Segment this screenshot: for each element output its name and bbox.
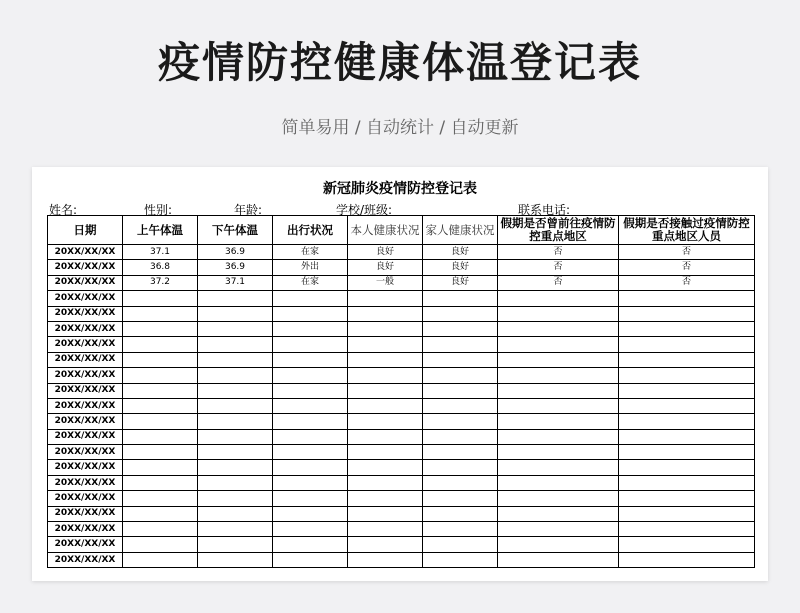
visited-key-area-cell: 否 [498, 245, 619, 260]
contacted-key-area-cell [619, 460, 755, 475]
pm-temp-cell [198, 429, 273, 444]
pm-temp-cell [198, 398, 273, 413]
table-row [48, 475, 755, 490]
travel-status-cell [273, 337, 348, 352]
table-row [48, 522, 755, 537]
travel-status-cell [273, 383, 348, 398]
am-temp-cell [123, 414, 198, 429]
visited-key-area-cell [498, 537, 619, 552]
table-row [48, 275, 755, 290]
table-row [48, 260, 755, 275]
visited-key-area-cell [498, 291, 619, 306]
pm-temp-cell [198, 491, 273, 506]
am-temp-cell [123, 398, 198, 413]
family-health-cell [423, 491, 498, 506]
pm-temp-cell [198, 522, 273, 537]
visited-key-area-cell [498, 352, 619, 367]
table-row [48, 337, 755, 352]
pm-temp-cell [198, 537, 273, 552]
family-health-cell [423, 398, 498, 413]
self-health-cell [348, 429, 423, 444]
visited-key-area-cell [498, 398, 619, 413]
registration-sheet [32, 167, 768, 581]
pm-temp-cell [198, 506, 273, 521]
pm-temp-cell [198, 460, 273, 475]
contacted-key-area-cell [619, 368, 755, 383]
visited-key-area-cell [498, 368, 619, 383]
family-health-cell [423, 383, 498, 398]
date-cell: 20XX/XX/XX [48, 445, 123, 460]
date-cell: 20XX/XX/XX [48, 291, 123, 306]
table-row [48, 552, 755, 567]
pm-temp-cell [198, 383, 273, 398]
date-cell: 20XX/XX/XX [48, 398, 123, 413]
am-temp-cell: 37.2 [123, 275, 198, 290]
visited-key-area-cell [498, 460, 619, 475]
travel-status-cell: 在家 [273, 245, 348, 260]
column-header-travel-status: 出行状况 [273, 216, 348, 245]
date-cell: 20XX/XX/XX [48, 429, 123, 444]
visited-key-area-cell [498, 321, 619, 336]
age-label: 年龄: [234, 203, 263, 217]
date-cell: 20XX/XX/XX [48, 245, 123, 260]
visited-key-area-cell [498, 429, 619, 444]
pm-temp-cell [198, 306, 273, 321]
visited-key-area-cell [498, 306, 619, 321]
family-health-cell [423, 337, 498, 352]
name-label: 姓名: [49, 203, 78, 217]
visited-key-area-cell [498, 506, 619, 521]
date-cell: 20XX/XX/XX [48, 460, 123, 475]
am-temp-cell [123, 460, 198, 475]
date-cell: 20XX/XX/XX [48, 337, 123, 352]
family-health-cell [423, 414, 498, 429]
visited-key-area-cell [498, 552, 619, 567]
pm-temp-cell: 36.9 [198, 245, 273, 260]
am-temp-cell [123, 383, 198, 398]
table-header-row [48, 216, 755, 245]
contacted-key-area-cell [619, 398, 755, 413]
self-health-cell [348, 398, 423, 413]
page-subtitle: 简单易用 / 自动统计 / 自动更新 [281, 118, 519, 138]
am-temp-cell [123, 352, 198, 367]
table-row [48, 321, 755, 336]
am-temp-cell [123, 368, 198, 383]
school-class-label: 学校/班级: [336, 203, 393, 217]
pm-temp-cell [198, 291, 273, 306]
visited-key-area-cell: 否 [498, 260, 619, 275]
self-health-cell [348, 522, 423, 537]
self-health-cell: 良好 [348, 260, 423, 275]
contacted-key-area-cell [619, 414, 755, 429]
am-temp-cell [123, 475, 198, 490]
family-health-cell [423, 368, 498, 383]
contacted-key-area-cell [619, 291, 755, 306]
registration-table [47, 215, 755, 568]
date-cell: 20XX/XX/XX [48, 522, 123, 537]
am-temp-cell [123, 291, 198, 306]
date-cell: 20XX/XX/XX [48, 383, 123, 398]
sheet-title: 新冠肺炎疫情防控登记表 [323, 181, 477, 197]
visited-key-area-cell [498, 383, 619, 398]
family-health-cell [423, 291, 498, 306]
self-health-cell [348, 321, 423, 336]
date-cell: 20XX/XX/XX [48, 414, 123, 429]
travel-status-cell [273, 321, 348, 336]
table-row [48, 506, 755, 521]
pm-temp-cell [198, 352, 273, 367]
visited-key-area-cell: 否 [498, 275, 619, 290]
self-health-cell [348, 445, 423, 460]
family-health-cell [423, 475, 498, 490]
date-cell: 20XX/XX/XX [48, 537, 123, 552]
gender-label: 性别: [144, 203, 173, 217]
date-cell: 20XX/XX/XX [48, 491, 123, 506]
travel-status-cell [273, 398, 348, 413]
visited-key-area-cell [498, 491, 619, 506]
family-health-cell [423, 429, 498, 444]
family-health-cell [423, 306, 498, 321]
self-health-cell [348, 368, 423, 383]
contacted-key-area-cell [619, 491, 755, 506]
self-health-cell [348, 552, 423, 567]
contacted-key-area-cell [619, 383, 755, 398]
am-temp-cell [123, 321, 198, 336]
pm-temp-cell: 37.1 [198, 275, 273, 290]
pm-temp-cell [198, 368, 273, 383]
self-health-cell [348, 291, 423, 306]
contacted-key-area-cell [619, 475, 755, 490]
date-cell: 20XX/XX/XX [48, 352, 123, 367]
travel-status-cell [273, 537, 348, 552]
contacted-key-area-cell: 否 [619, 275, 755, 290]
visited-key-area-cell [498, 475, 619, 490]
column-header-am-temp: 上午体温 [123, 216, 198, 245]
date-cell: 20XX/XX/XX [48, 552, 123, 567]
date-cell: 20XX/XX/XX [48, 475, 123, 490]
contacted-key-area-cell [619, 506, 755, 521]
self-health-cell [348, 352, 423, 367]
contacted-key-area-cell [619, 445, 755, 460]
family-health-cell [423, 352, 498, 367]
self-health-cell [348, 337, 423, 352]
travel-status-cell [273, 522, 348, 537]
visited-key-area-cell [498, 337, 619, 352]
self-health-cell: 良好 [348, 245, 423, 260]
contacted-key-area-cell: 否 [619, 245, 755, 260]
travel-status-cell [273, 491, 348, 506]
self-health-cell [348, 383, 423, 398]
visited-key-area-cell [498, 522, 619, 537]
phone-label: 联系电话: [518, 203, 571, 217]
date-cell: 20XX/XX/XX [48, 368, 123, 383]
pm-temp-cell [198, 321, 273, 336]
family-health-cell [423, 522, 498, 537]
family-health-cell [423, 321, 498, 336]
family-health-cell: 良好 [423, 275, 498, 290]
contacted-key-area-cell [619, 321, 755, 336]
travel-status-cell [273, 460, 348, 475]
family-health-cell: 良好 [423, 260, 498, 275]
column-header-contacted-key-area-people: 假期是否接触过疫情防控重点地区人员 [619, 216, 755, 245]
self-health-cell [348, 306, 423, 321]
contacted-key-area-cell: 否 [619, 260, 755, 275]
table-row [48, 414, 755, 429]
table-row [48, 368, 755, 383]
family-health-cell [423, 460, 498, 475]
travel-status-cell [273, 445, 348, 460]
travel-status-cell [273, 506, 348, 521]
date-cell: 20XX/XX/XX [48, 506, 123, 521]
travel-status-cell [273, 291, 348, 306]
travel-status-cell [273, 414, 348, 429]
family-health-cell [423, 552, 498, 567]
family-health-cell [423, 506, 498, 521]
contacted-key-area-cell [619, 306, 755, 321]
family-health-cell [423, 537, 498, 552]
contacted-key-area-cell [619, 337, 755, 352]
travel-status-cell: 在家 [273, 275, 348, 290]
table-row [48, 245, 755, 260]
date-cell: 20XX/XX/XX [48, 306, 123, 321]
am-temp-cell: 37.1 [123, 245, 198, 260]
travel-status-cell [273, 368, 348, 383]
am-temp-cell: 36.8 [123, 260, 198, 275]
travel-status-cell [273, 552, 348, 567]
column-header-date: 日期 [48, 216, 123, 245]
am-temp-cell [123, 429, 198, 444]
contacted-key-area-cell [619, 522, 755, 537]
column-header-self-health: 本人健康状况 [348, 216, 423, 245]
table-row [48, 383, 755, 398]
family-health-cell: 良好 [423, 245, 498, 260]
am-temp-cell [123, 445, 198, 460]
am-temp-cell [123, 306, 198, 321]
table-row [48, 352, 755, 367]
travel-status-cell [273, 475, 348, 490]
am-temp-cell [123, 506, 198, 521]
date-cell: 20XX/XX/XX [48, 260, 123, 275]
table-row [48, 445, 755, 460]
travel-status-cell: 外出 [273, 260, 348, 275]
self-health-cell [348, 537, 423, 552]
table-row [48, 460, 755, 475]
pm-temp-cell [198, 475, 273, 490]
table-row [48, 291, 755, 306]
table-row [48, 537, 755, 552]
date-cell: 20XX/XX/XX [48, 321, 123, 336]
page-title: 疫情防控健康体温登记表 [157, 38, 642, 87]
travel-status-cell [273, 306, 348, 321]
date-cell: 20XX/XX/XX [48, 275, 123, 290]
self-health-cell [348, 491, 423, 506]
am-temp-cell [123, 552, 198, 567]
travel-status-cell [273, 429, 348, 444]
table-row [48, 398, 755, 413]
pm-temp-cell [198, 414, 273, 429]
pm-temp-cell: 36.9 [198, 260, 273, 275]
pm-temp-cell [198, 552, 273, 567]
self-health-cell [348, 506, 423, 521]
self-health-cell [348, 475, 423, 490]
table-row [48, 429, 755, 444]
am-temp-cell [123, 491, 198, 506]
pm-temp-cell [198, 445, 273, 460]
column-header-family-health: 家人健康状况 [423, 216, 498, 245]
visited-key-area-cell [498, 445, 619, 460]
table-row [48, 491, 755, 506]
contacted-key-area-cell [619, 552, 755, 567]
am-temp-cell [123, 537, 198, 552]
pm-temp-cell [198, 337, 273, 352]
contacted-key-area-cell [619, 537, 755, 552]
table-row [48, 306, 755, 321]
contacted-key-area-cell [619, 352, 755, 367]
family-health-cell [423, 445, 498, 460]
am-temp-cell [123, 337, 198, 352]
contacted-key-area-cell [619, 429, 755, 444]
self-health-cell: 一般 [348, 275, 423, 290]
column-header-visited-key-area: 假期是否曾前往疫情防控重点地区 [498, 216, 619, 245]
visited-key-area-cell [498, 414, 619, 429]
self-health-cell [348, 414, 423, 429]
travel-status-cell [273, 352, 348, 367]
self-health-cell [348, 460, 423, 475]
column-header-pm-temp: 下午体温 [198, 216, 273, 245]
am-temp-cell [123, 522, 198, 537]
